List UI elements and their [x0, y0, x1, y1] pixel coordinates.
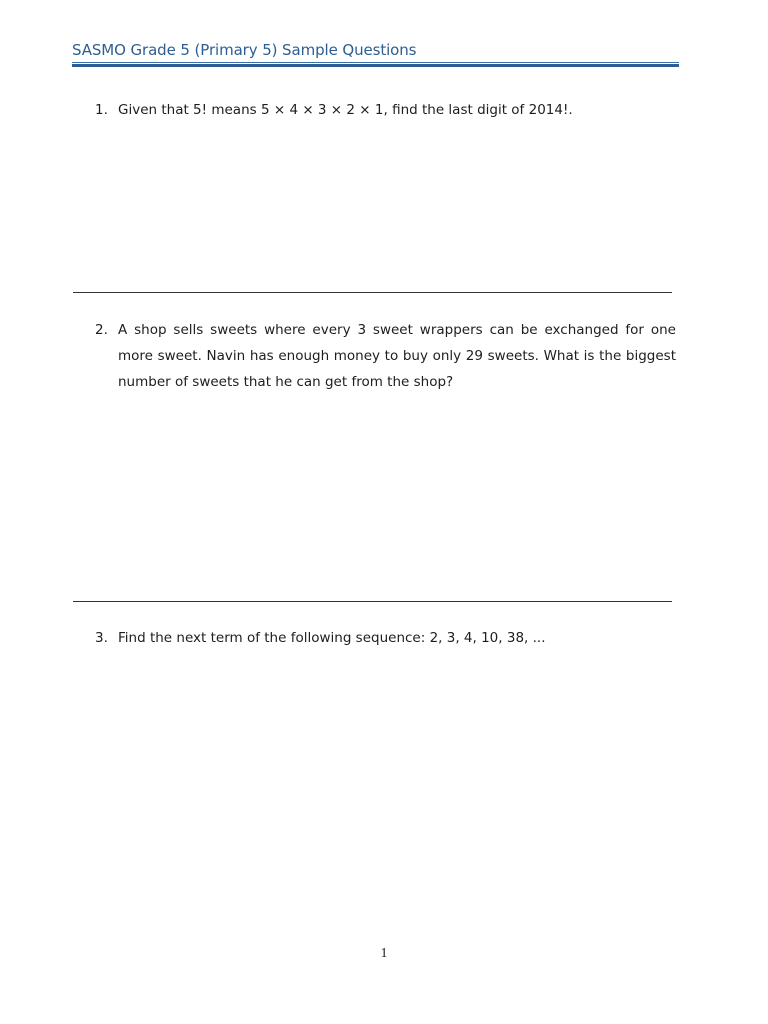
question-3: [95, 625, 676, 651]
question-text: A shop sells sweets where every 3 sweet wrappers can be exchanged for one more sweet. Navin has enough money to buy only 29 sweets. What is the biggest number of sweets that he can get from the shop?: [118, 322, 676, 390]
question-number: 1.: [95, 102, 108, 118]
question-text: Find the next term of the following sequence: 2, 3, 4, 10, 38, ...: [118, 630, 546, 646]
question-number: 2.: [95, 322, 108, 338]
header-rule-thin: [72, 62, 679, 63]
question-2: [95, 317, 676, 395]
page-number: 1: [380, 946, 388, 961]
page-header-title: SASMO Grade 5 (Primary 5) Sample Questions: [72, 41, 417, 59]
header-rule-thick: [72, 64, 679, 67]
answer-line-1: [73, 292, 672, 293]
question-number: 3.: [95, 630, 108, 646]
question-text: Given that 5! means 5 × 4 × 3 × 2 × 1, find the last digit of 2014!.: [118, 102, 573, 118]
answer-line-2: [73, 601, 672, 602]
question-1: [95, 97, 676, 123]
